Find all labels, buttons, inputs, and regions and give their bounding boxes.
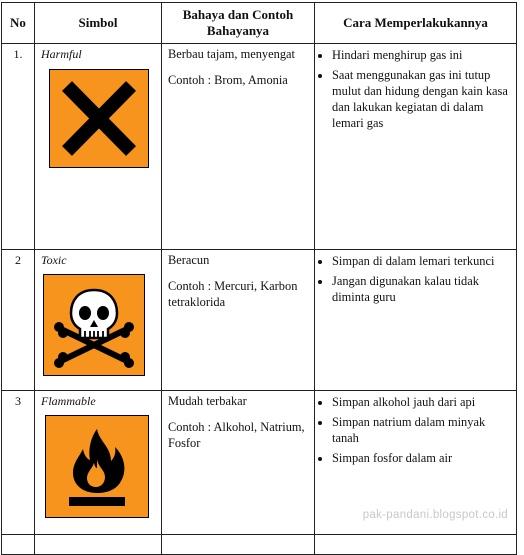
- table-row: [2, 250, 517, 391]
- skull-crossbones-icon: [43, 274, 161, 381]
- hazard-cell: [162, 44, 315, 250]
- hazard-text: Mudah terbakar: [168, 394, 247, 408]
- row-number: [2, 535, 35, 555]
- row-number: 2: [2, 250, 35, 391]
- header-symbol: Simbol: [35, 3, 162, 44]
- hazard-text: Berbau tajam, menyengat: [168, 47, 295, 61]
- symbol-name: Toxic: [41, 253, 67, 267]
- hazard-cell: [162, 391, 315, 535]
- header-handling: Cara Memperlakukannya: [315, 3, 517, 44]
- symbol-cell: [35, 535, 162, 555]
- list-item: • Simpan di dalam lemari terkunci: [332, 253, 512, 269]
- harmful-x-icon: [49, 69, 161, 173]
- symbol-name: Harmful: [41, 47, 82, 61]
- table-header-row: [2, 3, 517, 44]
- flame-icon: [45, 415, 161, 523]
- list-item: • Simpan alkohol jauh dari api: [332, 394, 512, 410]
- list-item: • Simpan natrium dalam minyak tanah: [332, 414, 512, 446]
- hazard-text: Beracun: [168, 253, 210, 267]
- symbol-name: Flammable: [41, 394, 96, 408]
- list-item: • Jangan digunakan kalau tidak diminta guru: [332, 273, 512, 305]
- table-row: [2, 44, 517, 250]
- handling-list: [315, 394, 512, 466]
- row-number: 1.: [2, 44, 35, 250]
- handling-cell: [315, 44, 517, 250]
- list-item: • Hindari menghirup gas ini: [332, 47, 512, 63]
- header-no: No: [2, 3, 35, 44]
- hazard-cell: [162, 535, 315, 555]
- hazard-example: Contoh : Brom, Amonia: [168, 73, 288, 87]
- hazard-symbol-table: [1, 2, 517, 555]
- list-item: • Saat menggunakan gas ini tutup mulut dan hidung dengan kain kasa dan lakukan kegiatan di dalam lemari gas: [332, 67, 512, 131]
- symbol-cell: [35, 391, 162, 535]
- hazard-example: Contoh : Mercuri, Karbon tetraklorida: [168, 279, 298, 309]
- handling-cell: [315, 535, 517, 555]
- hazard-example: Contoh : Alkohol, Natrium, Fosfor: [168, 420, 305, 450]
- list-item: • Simpan fosfor dalam air: [332, 450, 512, 466]
- handling-list: [315, 253, 512, 305]
- hazard-cell: [162, 250, 315, 391]
- row-number: 3: [2, 391, 35, 535]
- symbol-cell: [35, 44, 162, 250]
- watermark: pak-pandani.blogspot.co.id: [362, 509, 508, 521]
- handling-cell: [315, 250, 517, 391]
- header-hazard: Bahaya dan Contoh Bahayanya: [162, 3, 315, 44]
- table-row: [2, 535, 517, 555]
- handling-list: [315, 47, 512, 131]
- symbol-cell: [35, 250, 162, 391]
